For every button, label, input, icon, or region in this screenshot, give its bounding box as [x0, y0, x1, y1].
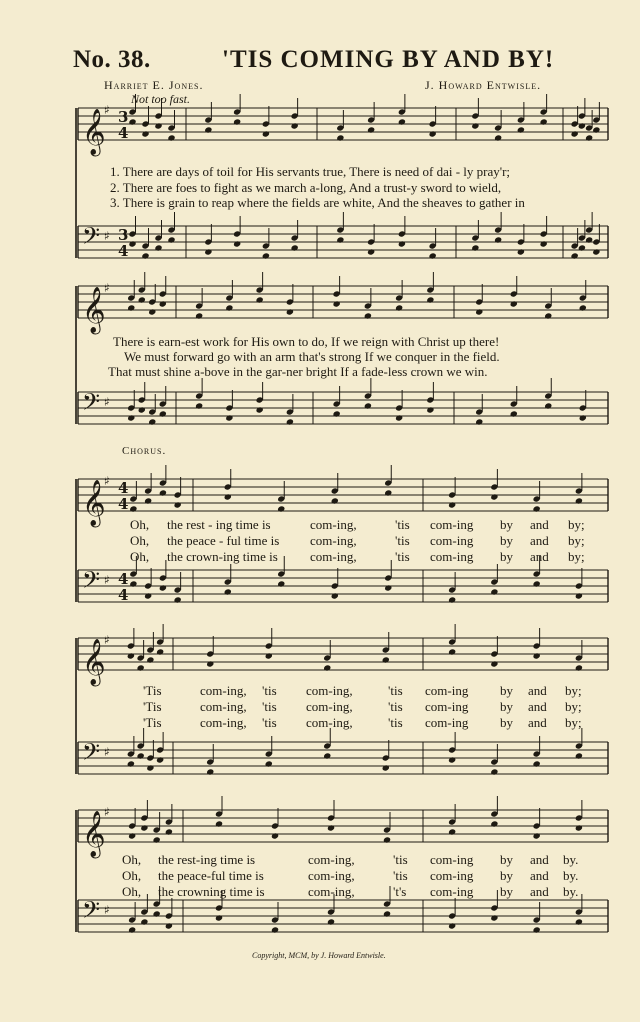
- note-head: [544, 312, 552, 319]
- note-head: [533, 832, 541, 839]
- note-head: [490, 493, 498, 500]
- chorus-lyric-word: and: [528, 699, 547, 714]
- chorus-lyric-word: 'tis: [395, 517, 410, 532]
- chorus-lyric-word: 'tis: [388, 715, 403, 730]
- chorus-lyric-word: com-ing: [430, 884, 474, 899]
- note-head: [592, 126, 600, 133]
- note-head: [204, 248, 212, 255]
- note-head: [224, 588, 232, 595]
- note-head: [540, 240, 548, 247]
- chorus-lyric-word: 'tis: [395, 533, 410, 548]
- note-head: [140, 918, 148, 925]
- note-head: [206, 768, 214, 775]
- note-head: [138, 296, 146, 303]
- verse-3-line-b: That must shine a-bove in the gar-ner bright If a fade-less crown we win.: [108, 364, 488, 379]
- note-head: [448, 596, 456, 603]
- chorus-lyric-word: com-ing,: [310, 533, 357, 548]
- chorus-lyric-word: com-ing: [430, 533, 474, 548]
- note-head: [475, 308, 483, 315]
- chorus-lyric-word: and: [530, 852, 549, 867]
- chorus-lyric-word: com-ing,: [306, 699, 353, 714]
- note-head: [128, 832, 136, 839]
- note-head: [364, 402, 372, 409]
- chorus-lyric-word: com-ing: [430, 868, 474, 883]
- note-head: [475, 418, 483, 425]
- chorus-lyric-word: by: [500, 683, 513, 698]
- chorus-lyric-word: and: [530, 533, 549, 548]
- chorus-lyric-word: by: [500, 549, 513, 564]
- note-head: [517, 248, 525, 255]
- chorus-lyric-word: com-ing,: [200, 699, 247, 714]
- treble-clef-icon: 𝄞: [82, 109, 106, 155]
- note-head: [383, 836, 391, 843]
- sharp-icon: ♯: [104, 281, 110, 295]
- note-head: [141, 252, 149, 259]
- chorus-lyric-word: by.: [563, 884, 579, 899]
- note-head: [578, 122, 586, 129]
- bass-clef-icon: 𝄢: [82, 222, 101, 255]
- chorus-lyric-word: by;: [568, 533, 585, 548]
- chorus-lyric-word: com-ing,: [200, 715, 247, 730]
- note-head: [195, 402, 203, 409]
- note-head: [579, 304, 587, 311]
- note-head: [575, 497, 583, 504]
- chorus-lyric-word: com-ing,: [306, 715, 353, 730]
- time-signature-bottom: 4: [118, 586, 129, 604]
- note-head: [159, 489, 167, 496]
- note-head: [448, 922, 456, 929]
- chorus-lyric-word: by;: [565, 715, 582, 730]
- note-head: [323, 664, 331, 671]
- chorus-lyric-word: com-ing: [425, 683, 469, 698]
- note-head: [382, 764, 390, 771]
- note-head: [429, 130, 437, 137]
- author-credit: Harriet E. Jones.: [104, 78, 204, 92]
- time-signature-bottom: 4: [118, 242, 129, 260]
- chorus-lyric-word: by;: [568, 549, 585, 564]
- verse-3-line-a: 3. There is grain to reap where the fields are white, And the sheaves to gather in: [110, 195, 525, 210]
- chorus-lyric-word: com-ing,: [310, 517, 357, 532]
- note-head: [336, 236, 344, 243]
- chorus-lyric-word: com-ing,: [200, 683, 247, 698]
- note-head: [129, 505, 137, 512]
- chorus-lyric-word: com-ing: [430, 852, 474, 867]
- note-head: [571, 130, 579, 137]
- note-head: [533, 926, 541, 933]
- chorus-lyric-word: and: [530, 884, 549, 899]
- note-head: [367, 126, 375, 133]
- composer-credit: J. Howard Entwisle.: [425, 78, 542, 92]
- note-head: [129, 580, 137, 587]
- sharp-icon: ♯: [104, 474, 110, 488]
- note-head: [291, 122, 299, 129]
- note-head: [128, 926, 136, 933]
- chorus-lyric-word: Oh,: [130, 517, 150, 532]
- note-head: [585, 236, 593, 243]
- note-head: [540, 118, 548, 125]
- chorus-lyric-word: 'tis: [262, 715, 277, 730]
- note-head: [579, 414, 587, 421]
- note-head: [148, 308, 156, 315]
- chorus-lyric-word: Oh,: [130, 533, 150, 548]
- note-head: [224, 493, 232, 500]
- note-head: [286, 418, 294, 425]
- chorus-label: Chorus.: [122, 445, 167, 457]
- chorus-lyric-word: the rest-ing time is: [158, 852, 256, 867]
- note-head: [426, 406, 434, 413]
- note-head: [517, 126, 525, 133]
- sharp-icon: ♯: [104, 395, 110, 409]
- note-head: [575, 592, 583, 599]
- chorus-lyric-word: 'tis: [388, 683, 403, 698]
- note-head: [490, 588, 498, 595]
- note-head: [575, 752, 583, 759]
- note-head: [256, 296, 264, 303]
- note-head: [490, 914, 498, 921]
- chorus-lyric-word: by;: [568, 517, 585, 532]
- time-signature-top: 3: [118, 108, 129, 126]
- chorus-lyric-word: and: [528, 715, 547, 730]
- note-head: [195, 312, 203, 319]
- note-head: [448, 648, 456, 655]
- chorus-lyric-word: the crown-ing time is: [167, 549, 278, 564]
- note-head: [140, 824, 148, 831]
- note-head: [225, 414, 233, 421]
- note-head: [367, 248, 375, 255]
- bass-clef-icon: 𝄢: [82, 896, 101, 929]
- note-head: [206, 660, 214, 667]
- hymn-title: 'TIS COMING BY AND BY!: [222, 46, 555, 73]
- note-head: [426, 296, 434, 303]
- chorus-lyric-word: 'Tis: [143, 715, 162, 730]
- note-head: [148, 418, 156, 425]
- note-head: [395, 304, 403, 311]
- sharp-icon: ♯: [104, 745, 110, 759]
- verse-1-line-a: 1. There are days of toil for His servants true, There is need of dai - ly pray'r;: [110, 164, 511, 179]
- note-head: [510, 300, 518, 307]
- note-head: [174, 596, 182, 603]
- note-head: [146, 656, 154, 663]
- note-head: [127, 652, 135, 659]
- chorus-lyric-word: by: [500, 868, 513, 883]
- chorus-lyric-word: by.: [563, 868, 579, 883]
- chorus-lyric-word: com-ing,: [310, 549, 357, 564]
- chorus-lyric-word: 'Tis: [143, 683, 162, 698]
- chorus-lyric-word: the rest - ing time is: [167, 517, 271, 532]
- note-head: [398, 240, 406, 247]
- chorus-lyric-word: by: [500, 884, 513, 899]
- chorus-lyric-word: com-ing: [430, 549, 474, 564]
- chorus-lyric-word: com-ing,: [308, 884, 355, 899]
- note-head: [585, 134, 593, 141]
- note-head: [333, 410, 341, 417]
- note-head: [448, 828, 456, 835]
- chorus-lyric-word: com-ing: [425, 699, 469, 714]
- verse-2-line-a: 2. There are foes to fight as we march a-long, And a trust-y sword to wield,: [110, 180, 502, 195]
- note-head: [331, 592, 339, 599]
- note-head: [271, 832, 279, 839]
- chorus-lyric-word: 'tis: [393, 852, 408, 867]
- chorus-lyric-word: 'tis: [262, 699, 277, 714]
- time-signature-bottom: 4: [118, 124, 129, 142]
- copyright-notice: Copyright, MCM, by J. Howard Entwisle.: [252, 951, 386, 960]
- chorus-lyric-word: com-ing: [425, 715, 469, 730]
- sharp-icon: ♯: [104, 103, 110, 117]
- note-head: [494, 236, 502, 243]
- treble-clef-icon: 𝄞: [82, 639, 106, 685]
- note-head: [277, 505, 285, 512]
- note-head: [578, 244, 586, 251]
- sharp-icon: ♯: [104, 229, 110, 243]
- chorus-lyric-word: by;: [565, 683, 582, 698]
- note-head: [165, 828, 173, 835]
- note-head: [154, 122, 162, 129]
- note-head: [533, 652, 541, 659]
- note-head: [336, 134, 344, 141]
- note-head: [144, 592, 152, 599]
- note-head: [333, 300, 341, 307]
- note-head: [265, 760, 273, 767]
- chorus-lyric-word: Oh,: [130, 549, 150, 564]
- chorus-lyric-word: com-ing: [430, 517, 474, 532]
- note-head: [575, 918, 583, 925]
- note-head: [154, 244, 162, 251]
- chorus-lyric-word: 'tis: [388, 699, 403, 714]
- treble-clef-icon: 𝄞: [82, 811, 106, 857]
- verse-2-line-b: We must forward go with an arm that's strong If we conquer in the field.: [124, 349, 500, 364]
- time-signature-top: 4: [118, 479, 129, 497]
- chorus-lyric-word: Oh,: [122, 852, 142, 867]
- note-head: [127, 414, 135, 421]
- chorus-lyric-word: 'tis: [262, 683, 277, 698]
- note-head: [575, 824, 583, 831]
- note-head: [331, 497, 339, 504]
- note-head: [533, 760, 541, 767]
- note-head: [448, 756, 456, 763]
- note-head: [233, 118, 241, 125]
- chorus-lyric-word: by: [500, 715, 513, 730]
- chorus-lyric-word: and: [530, 549, 549, 564]
- sharp-icon: ♯: [104, 573, 110, 587]
- note-head: [471, 122, 479, 129]
- note-head: [544, 402, 552, 409]
- note-head: [398, 118, 406, 125]
- sharp-icon: ♯: [104, 633, 110, 647]
- chorus-lyric-word: com-ing,: [308, 868, 355, 883]
- chorus-lyric-word: 't's: [393, 884, 407, 899]
- note-head: [262, 252, 270, 259]
- time-signature-top: 4: [118, 570, 129, 588]
- note-head: [215, 820, 223, 827]
- note-head: [533, 580, 541, 587]
- chorus-lyric-word: by: [500, 699, 513, 714]
- note-head: [159, 300, 167, 307]
- note-head: [533, 505, 541, 512]
- note-head: [490, 820, 498, 827]
- bass-clef-icon: 𝄢: [82, 738, 101, 771]
- treble-clef-icon: 𝄞: [82, 480, 106, 526]
- note-head: [286, 308, 294, 315]
- time-signature-bottom: 4: [118, 495, 129, 513]
- note-head: [277, 580, 285, 587]
- sharp-icon: ♯: [104, 903, 110, 917]
- bass-clef-icon: 𝄢: [82, 566, 101, 599]
- note-head: [383, 910, 391, 917]
- note-head: [204, 126, 212, 133]
- chorus-lyric-word: the peace-ful time is: [158, 868, 264, 883]
- note-head: [291, 244, 299, 251]
- chorus-lyric-word: 'tis: [393, 868, 408, 883]
- note-head: [490, 660, 498, 667]
- note-head: [384, 584, 392, 591]
- chorus-lyric-word: Oh,: [122, 884, 142, 899]
- note-head: [471, 244, 479, 251]
- note-head: [144, 497, 152, 504]
- note-head: [165, 922, 173, 929]
- chorus-lyric-word: and: [530, 868, 549, 883]
- note-head: [128, 118, 136, 125]
- chorus-lyric-word: by: [500, 852, 513, 867]
- note-head: [494, 134, 502, 141]
- note-head: [271, 926, 279, 933]
- note-head: [448, 501, 456, 508]
- chorus-lyric-word: and: [528, 683, 547, 698]
- sharp-icon: ♯: [104, 805, 110, 819]
- note-head: [167, 236, 175, 243]
- chorus-lyric-word: by;: [565, 699, 582, 714]
- note-head: [233, 240, 241, 247]
- note-head: [153, 910, 161, 917]
- time-signature-top: 3: [118, 226, 129, 244]
- note-head: [141, 130, 149, 137]
- chorus-lyric-word: com-ing,: [306, 683, 353, 698]
- note-head: [138, 406, 146, 413]
- note-head: [137, 752, 145, 759]
- note-head: [265, 652, 273, 659]
- note-head: [215, 914, 223, 921]
- chorus-lyric-word: the peace - ful time is: [167, 533, 280, 548]
- note-head: [146, 764, 154, 771]
- chorus-lyric-word: by.: [563, 852, 579, 867]
- note-head: [490, 768, 498, 775]
- note-head: [327, 918, 335, 925]
- note-head: [156, 648, 164, 655]
- note-head: [429, 252, 437, 259]
- note-head: [592, 248, 600, 255]
- chorus-lyric-word: 'tis: [395, 549, 410, 564]
- note-head: [127, 304, 135, 311]
- note-head: [159, 584, 167, 591]
- chorus-lyric-word: the crowning time is: [158, 884, 265, 899]
- note-head: [225, 304, 233, 311]
- note-head: [174, 501, 182, 508]
- note-head: [575, 664, 583, 671]
- note-head: [137, 664, 145, 671]
- note-head: [128, 240, 136, 247]
- bass-clef-icon: 𝄢: [82, 388, 101, 421]
- hymn-number: No. 38.: [73, 46, 151, 73]
- chorus-lyric-word: by: [500, 533, 513, 548]
- note-head: [159, 410, 167, 417]
- note-head: [167, 134, 175, 141]
- note-head: [153, 836, 161, 843]
- chorus-lyric-word: 'Tis: [143, 699, 162, 714]
- note-head: [364, 312, 372, 319]
- note-head: [395, 414, 403, 421]
- treble-clef-icon: 𝄞: [82, 287, 106, 333]
- note-head: [384, 489, 392, 496]
- note-head: [156, 756, 164, 763]
- note-head: [510, 410, 518, 417]
- note-head: [323, 752, 331, 759]
- note-head: [262, 130, 270, 137]
- note-head: [256, 406, 264, 413]
- note-head: [382, 656, 390, 663]
- note-head: [127, 760, 135, 767]
- chorus-lyric-word: and: [530, 517, 549, 532]
- note-head: [327, 824, 335, 831]
- chorus-lyric-word: com-ing,: [308, 852, 355, 867]
- chorus-lyric-word: Oh,: [122, 868, 142, 883]
- chorus-lyric-word: by: [500, 517, 513, 532]
- verse-1-line-b: There is earn-est work for His own to do, If we reign with Christ up there!: [113, 334, 500, 349]
- note-head: [571, 252, 579, 259]
- tempo-marking: Not too fast.: [131, 92, 191, 106]
